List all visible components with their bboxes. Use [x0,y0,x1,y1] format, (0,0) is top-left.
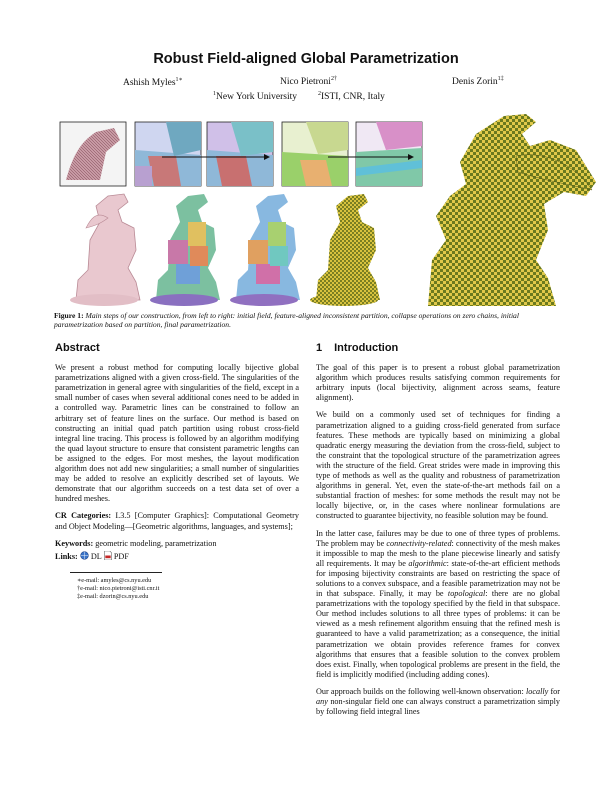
intro-paragraph-1: The goal of this paper is to present a robust global parametrization algorithm which produces results satisfying common requirements for arbitrary inputs (local bijectivity, alignment across seams, feature alignment). [316,363,560,403]
affiliation-1 [213,91,297,102]
author-3 [452,76,504,87]
author-name: Denis Zorin [452,77,498,88]
affil-sup: 2 [318,91,321,97]
keywords [55,539,299,549]
section-number: 1 [316,342,323,354]
emphasis: any [316,697,328,706]
author-name: Ashish Myles [123,78,176,89]
affil-text: ISTI, CNR, Italy [321,92,385,103]
intro-heading [316,343,560,353]
left-column [55,343,299,601]
emphasis: connectivity-related [386,538,452,548]
abstract-body: We present a robust method for computing locally bijective global parametrizations aligned with a given cross-field. The singularities of the parametrization in general agree with singularities of the field, except in a small number of cases when several additional cones need to be added in a controlled way. Parametric lines can be constrained to follow an arbitrary set of feature lines on the surface. Our method is based on constructing an initial quad patch partition using robust cross-field integral line tracing. This process is followed by an algorithm modifying the quad layout structure to ensure that consistent parametric lengths can be assigned to the edges. For most meshes, the layout modification algorithm does not add new singularities; a small number of singularities may be added to resolve an explicitly described set of layouts. We demonstrate that our algorithm succeeds on a test data set of over a hundred meshes. [55,363,299,504]
intro-paragraph-3 [316,529,560,680]
text-run: : state-of-the-art efficient methods for imposing bijectivity constraints are based on restricting the space of solutions to a convex subspace, and a feasible parametrization may not be in that subspace. Finally, it may be [316,558,560,599]
footnote-2: †e-mail: nico.pietroni@isti.cnr.it [77,584,160,592]
emphasis: locally [525,686,549,696]
globe-icon[interactable] [80,551,89,563]
paper-title: Robust Field-aligned Global Parametrization [153,51,459,67]
footnote-3: ‡e-mail: dzorin@cs.nyu.edu [77,593,149,601]
teaser-figure [56,110,602,310]
zoom-inset-4 [282,122,348,186]
caption-label: Figure 1: [54,311,84,320]
text-run: : connectivity of the mesh makes it impossible to map the mesh to the plane piecewise linearly and satisfy all requirements. It may be [316,538,560,568]
pdf-link[interactable]: PDF [113,551,129,561]
text-run: Our approach builds on the following well-known observation: [316,686,526,696]
right-column [316,343,560,724]
zoom-inset-2 [135,122,201,186]
figure-caption [54,311,558,330]
author-name: Nico Pietroni [280,77,331,88]
cr-label: CR Categories: [55,511,112,521]
author-sup: 1∗ [175,77,183,83]
author-2 [280,76,337,87]
statue-final-parametrization [428,114,596,306]
links-label: Links: [55,551,78,561]
affil-text: New York University [216,92,298,103]
statue-partition [150,194,220,306]
section-title: Introduction [334,342,399,354]
keywords-label: Keywords: [55,538,94,548]
links-row [55,551,299,563]
statue-initial-parametrization [310,194,380,306]
footnote-1: ∗e-mail: amyles@cs.nyu.edu [77,576,152,584]
affiliation-2 [318,91,385,102]
pdf-icon[interactable] [104,551,112,563]
text-run: : there are no global parametrizations with the topology specified by the field in that subspace. Our method includes solutions to all three types of problems: it can be viewed as a mesh refinement algorithm ensuing that the refined mesh is guaranteed to have a valid parametrization; as a consequence, the initial parametrization we obtain provides reference frames for convex algorithms that ensures that a feasible solution to the convex problem does exist. Finally, when topological problems are present in the field, the field is implicitly modified (including adding cones). [316,589,560,679]
text-run: for [548,686,560,696]
author-sup: 1‡ [497,76,504,82]
intro-paragraph-4 [316,687,560,717]
zoom-inset-1 [60,122,126,186]
statue-collapse [230,194,300,306]
affil-sup: 1 [213,91,216,97]
dl-link[interactable]: DL [90,551,102,561]
emphasis: algorithmic [408,558,447,568]
statue-initial-field [70,194,140,306]
text-run: In the latter case, failures may be due to one of three types of problems. The problem may be [316,528,560,548]
emphasis: topological [447,589,486,599]
abstract-heading: Abstract [55,342,100,354]
footnote-rule [70,572,162,573]
cr-text: I.3.5 [Computer Graphics]: Computational Geometry and Object Modeling—[Geometric algorithms, languages, and systems]; [55,511,299,531]
author-sup: 2† [330,76,337,82]
author-1 [123,76,183,88]
keywords-text: geometric modeling, parametrization [95,538,217,548]
caption-text: Main steps of our construction, from left to right: initial field, feature-aligned inconsistent partition, collapse operations on zero chains, initial parametrization based on partition, final parametrization. [54,311,519,330]
cr-categories [55,511,299,531]
zoom-inset-5 [356,122,422,186]
text-run: non-singular field one can always construct a parametrization simply by following field integral lines [316,697,560,717]
intro-paragraph-2: We build on a commonly used set of techniques for finding a parametrization aligned to a guiding cross-field generated from surface features. These methods are typically based on minimizing a global quadratic energy measuring the deviation from the cross-field, subject to the constraint that the topological structure of the parametrization agrees with the structure of the field. Great strides were made in improving this type of methods as well as the quality and robustness of parametrization algorithms in general. Yet, even the state-of-the-art methods fail on a substantial fraction of meshes: for some methods the result may not be locally bijective, or, in the cases where nonlinear formulations are constructed to guarantee bijectivity, no feasible solution may be found. [316,410,560,521]
zoom-inset-3 [207,122,273,186]
